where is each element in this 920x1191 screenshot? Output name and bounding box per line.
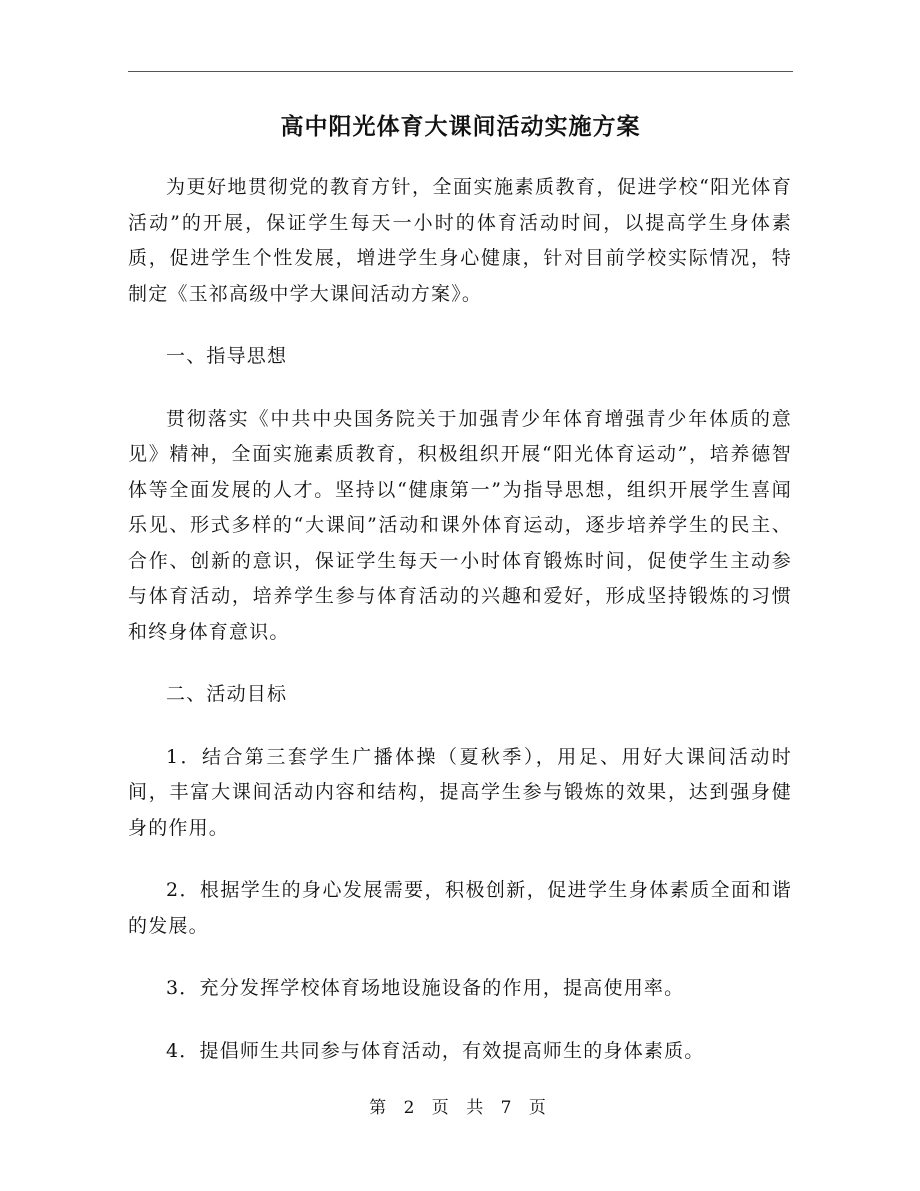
goal-item-2: 2．根据学生的身心发展需要，积极创新，促进学生身体素质全面和谐的发展。 xyxy=(128,879,792,937)
goal-item-1: 1．结合第三套学生广播体操（夏秋季），用足、用好大课间活动时间，丰富大课间活动内容和结构，提高学生参与锻炼的效果，达到强身健身的作用。 xyxy=(128,745,792,839)
section-heading-guiding-ideology: 一、指导思想 xyxy=(166,345,288,367)
page-number: 第 2 页 共 7 页 xyxy=(369,1098,552,1118)
guiding-ideology-paragraph: 贯彻落实《中共中央国务院关于加强青少年体育增强青少年体质的意见》精神，全面实施素质教育，积极组织开展“阳光体育运动”，培养德智体等全面发展的人才。坚持以“健康第一”为指导思想，组织开展学生喜闻乐见、形式多样的“大课间”活动和课外体育运动，逐步培养学生的民主、合作、创新的意识，保证学生每天一小时体育锻炼时间，促使学生主动参与体育活动，培养学生参与体育活动的兴趣和爱好，形成坚持锻炼的习惯和终身体育意识。 xyxy=(128,407,792,643)
goal-item-4: 4．提倡师生共同参与体育活动，有效提高师生的身体素质。 xyxy=(166,1039,705,1062)
goal-item-3: 3．充分发挥学校体育场地设施设备的作用，提高使用率。 xyxy=(166,977,685,999)
section-heading-activity-goals: 二、活动目标 xyxy=(166,683,288,705)
document-title: 高中阳光体育大课间活动实施方案 xyxy=(280,113,641,140)
header-rule xyxy=(128,71,793,72)
document-body xyxy=(128,170,792,1069)
intro-paragraph: 为更好地贯彻党的教育方针，全面实施素质教育，促进学校“阳光体育活动”的开展，保证学生每天一小时的体育活动时间，以提高学生身体素质，促进学生个性发展，增进学生身心健康，针对目前学校实际情况，特制定《玉祁高级中学大课间活动方案》。 xyxy=(128,176,792,305)
